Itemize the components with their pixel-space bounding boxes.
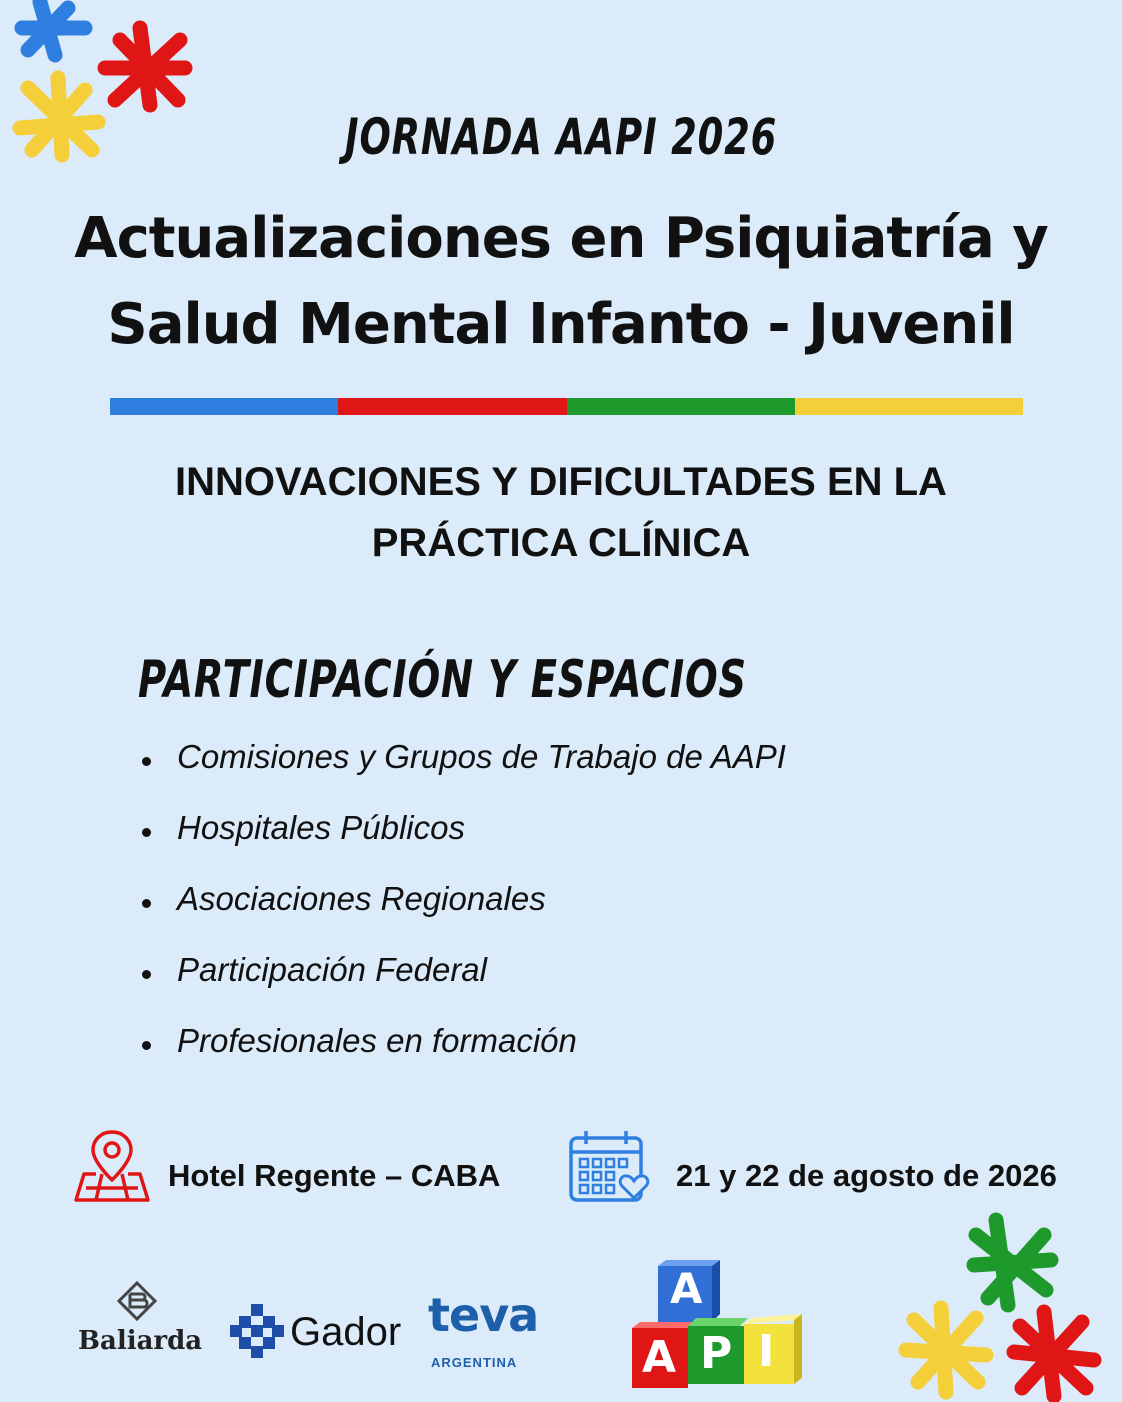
color-divider: [110, 398, 1023, 415]
location-label: Hotel Regente – CABA: [168, 1158, 501, 1193]
list-item-label: Participación Federal: [177, 951, 487, 988]
gador-label: Gador: [290, 1310, 402, 1354]
decorative-asterisks-bottom-right: [896, 1210, 1106, 1402]
title-line-2: Salud Mental Infanto - Juvenil: [107, 292, 1015, 357]
list-item-label: Asociaciones Regionales: [177, 880, 546, 917]
divider-red: [338, 398, 566, 415]
date-label: 21 y 22 de agosto de 2026: [676, 1158, 1057, 1193]
subtitle-line-2: PRÁCTICA CLÍNICA: [371, 521, 751, 565]
aapi-blocks-logo: [628, 1260, 840, 1392]
aapi-block-letter: A: [642, 1332, 677, 1383]
gador-logo-icon: [230, 1304, 284, 1358]
list-item-label: Hospitales Públicos: [177, 809, 465, 846]
bullet-icon: [142, 757, 151, 766]
divider-green: [567, 398, 795, 415]
aapi-block-letter: P: [700, 1328, 733, 1379]
list-item: [138, 738, 786, 809]
baliarda-label: Baliarda: [78, 1326, 203, 1356]
bullet-icon: [142, 899, 151, 908]
aapi-block-letter: A: [670, 1264, 703, 1313]
list-item: [138, 951, 786, 1022]
bullet-icon: [142, 970, 151, 979]
subtitle-line-1: INNOVACIONES Y DIFICULTADES EN LA: [175, 460, 947, 504]
event-subtitle: [0, 452, 1122, 574]
list-item-label: Profesionales en formación: [177, 1022, 577, 1059]
teva-label: teva: [428, 1288, 539, 1342]
list-item-label: Comisiones y Grupos de Trabajo de AAPI: [177, 738, 786, 775]
bullet-icon: [142, 1041, 151, 1050]
participation-list: [138, 738, 786, 1093]
baliarda-logo-icon: [116, 1280, 158, 1322]
event-kicker: JORNADA AAPI 2026: [344, 108, 778, 166]
divider-yellow: [795, 398, 1023, 415]
calendar-heart-icon: [568, 1128, 650, 1204]
list-item: [138, 880, 786, 951]
teva-sub-label: ARGENTINA: [431, 1355, 518, 1370]
title-line-1: Actualizaciones en Psiquiatría y: [74, 206, 1048, 271]
section-heading: PARTICIPACIÓN Y ESPACIOS: [138, 650, 747, 710]
list-item: [138, 809, 786, 880]
divider-blue: [110, 398, 338, 415]
event-title: [40, 196, 1082, 368]
map-pin-icon: [74, 1128, 150, 1204]
list-item: [138, 1022, 786, 1093]
bullet-icon: [142, 828, 151, 837]
aapi-block-letter: I: [758, 1326, 775, 1377]
